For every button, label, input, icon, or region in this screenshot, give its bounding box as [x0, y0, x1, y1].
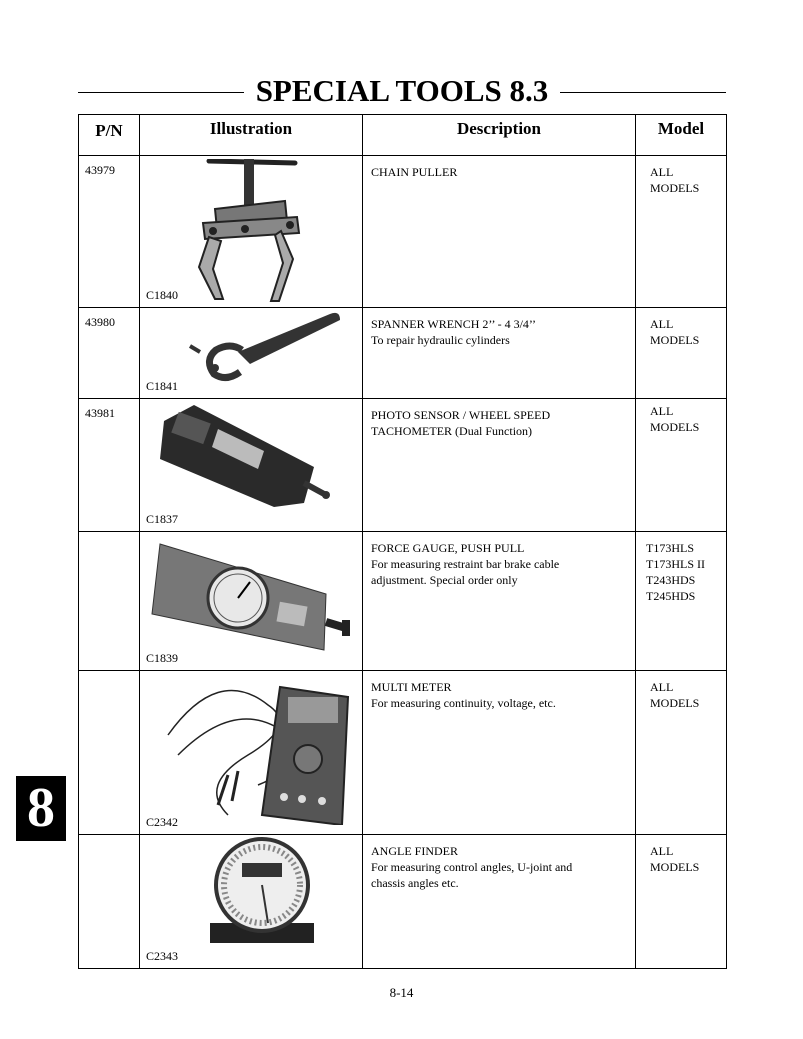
table-row [79, 156, 727, 308]
description-cell [363, 308, 636, 399]
model-line: T243HDS [646, 573, 696, 587]
page-number: 8-14 [389, 985, 414, 1000]
description-detail: To repair hydraulic cylinders [371, 333, 510, 347]
description-cell [363, 156, 636, 308]
model-line: MODELS [650, 181, 700, 195]
column-header-pn: P/N [79, 115, 140, 156]
part-number [79, 532, 140, 671]
model-cell [636, 835, 727, 969]
section-tab: 8 [16, 776, 66, 841]
part-number: 43980 [79, 308, 140, 399]
illustration-cell [140, 308, 363, 399]
illustration-code: C2343 [146, 949, 179, 963]
model-cell [636, 308, 727, 399]
model-line: MODELS [650, 860, 700, 874]
model-cell [636, 532, 727, 671]
illustration-cell [140, 399, 363, 532]
table-row [79, 532, 727, 671]
part-number [79, 835, 140, 969]
table-row [79, 308, 727, 399]
description-title: PHOTO SENSOR / WHEEL SPEED [371, 408, 551, 422]
illustration-cell [140, 671, 363, 835]
part-number [79, 671, 140, 835]
model-line: T173HLS II [646, 557, 705, 571]
chain-puller-icon [195, 159, 305, 305]
description-detail: For measuring continuity, voltage, etc. [371, 696, 556, 710]
description-title: CHAIN PULLER [371, 165, 458, 179]
description-cell [363, 532, 636, 671]
model-line: ALL [650, 317, 674, 331]
model-line: MODELS [650, 333, 700, 347]
tachometer-icon [154, 403, 334, 511]
model-line: T173HLS [646, 541, 694, 555]
description-detail: TACHOMETER (Dual Function) [371, 424, 533, 438]
column-header-model: Model [636, 115, 727, 156]
illustration-code: C1840 [146, 288, 179, 302]
column-header-illustration: Illustration [140, 115, 363, 156]
spanner-wrench-icon [180, 312, 350, 382]
illustration-code: C1839 [146, 651, 179, 665]
description-detail: For measuring control angles, U-joint and [371, 860, 573, 874]
illustration-code: C2342 [146, 815, 179, 829]
page-title: SPECIAL TOOLS 8.3 [255, 73, 549, 108]
description-cell [363, 671, 636, 835]
description-cell [363, 399, 636, 532]
header-rule-right [560, 92, 726, 93]
model-line: ALL [650, 404, 674, 418]
description-detail: adjustment. Special order only [371, 573, 518, 587]
description-title: FORCE GAUGE, PUSH PULL [371, 541, 525, 555]
table-row [79, 399, 727, 532]
multimeter-icon [158, 675, 358, 825]
description-title: ANGLE FINDER [371, 844, 458, 858]
header-rule-left [78, 92, 244, 93]
model-cell [636, 156, 727, 308]
description-detail: chassis angles etc. [371, 876, 459, 890]
table-header-row [79, 115, 727, 156]
page-header [78, 70, 726, 112]
model-line: ALL [650, 165, 674, 179]
model-line: ALL [650, 844, 674, 858]
column-header-description: Description [363, 115, 636, 156]
model-cell [636, 399, 727, 532]
special-tools-table [78, 114, 727, 969]
illustration-cell [140, 532, 363, 671]
illustration-code: C1837 [146, 512, 179, 526]
part-number: 43979 [79, 156, 140, 308]
model-line: MODELS [650, 696, 700, 710]
illustration-cell [140, 156, 363, 308]
illustration-cell [140, 835, 363, 969]
angle-finder-icon [204, 837, 322, 945]
description-title: SPANNER WRENCH 2’’ - 4 3/4’’ [371, 317, 536, 331]
description-cell [363, 835, 636, 969]
force-gauge-icon [146, 534, 356, 652]
table-row [79, 835, 727, 969]
description-detail: For measuring restraint bar brake cable [371, 557, 560, 571]
illustration-code: C1841 [146, 379, 179, 393]
model-line: ALL [650, 680, 674, 694]
table-row [79, 671, 727, 835]
model-line: T245HDS [646, 589, 696, 603]
model-line: MODELS [650, 420, 700, 434]
part-number: 43981 [79, 399, 140, 532]
description-title: MULTI METER [371, 680, 452, 694]
model-cell [636, 671, 727, 835]
